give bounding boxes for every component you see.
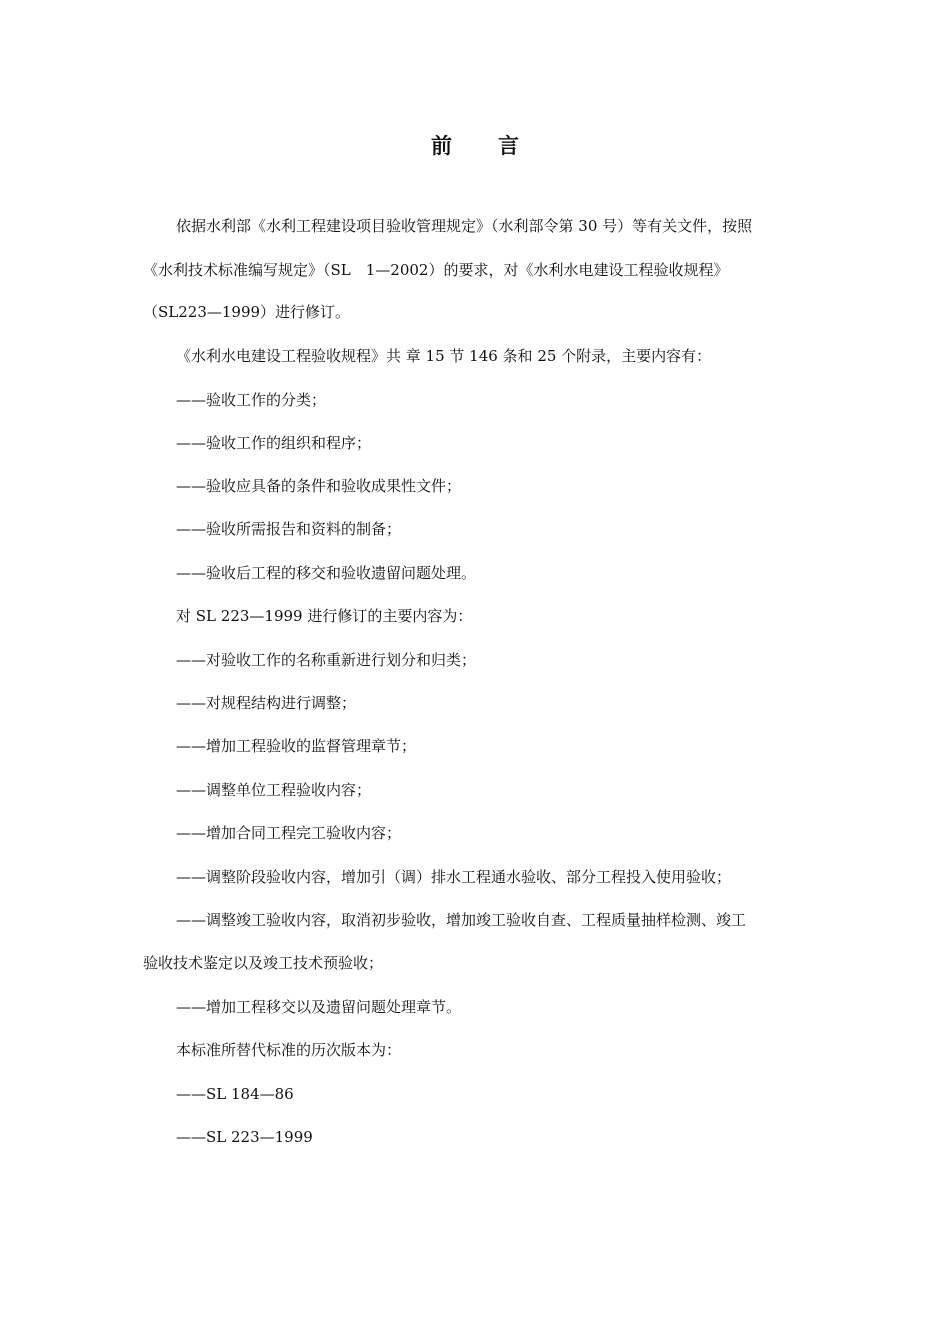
list-item: ——对验收工作的名称重新进行划分和归类； xyxy=(176,651,477,669)
paragraph-line: 本标准所替代标准的历次版本为： xyxy=(176,1041,402,1059)
title-char-2: 言 xyxy=(498,133,519,158)
page-title xyxy=(0,130,950,160)
list-item: ——验收所需报告和资料的制备； xyxy=(176,520,402,538)
title-char-1: 前 xyxy=(431,133,452,158)
list-item: ——调整阶段验收内容，增加引（调）排水工程通水验收、部分工程投入使用验收； xyxy=(176,868,732,886)
list-item: ——调整单位工程验收内容； xyxy=(176,781,372,799)
list-item: ——对规程结构进行调整； xyxy=(176,694,357,712)
list-item: ——SL 184—86 xyxy=(176,1085,294,1103)
paragraph-line: 依据水利部《水利工程建设项目验收管理规定》（水利部令第 30 号）等有关文件，按照 xyxy=(176,217,753,235)
list-item: ——验收工作的组织和程序； xyxy=(176,434,372,452)
list-item: ——验收应具备的条件和验收成果性文件； xyxy=(176,477,462,495)
list-item: ——调整竣工验收内容，取消初步验收，增加竣工验收自查、工程质量抽样检测、竣工 xyxy=(176,911,747,929)
paragraph-line: 验收技术鉴定以及竣工技术预验收； xyxy=(143,954,384,972)
list-item: ——验收后工程的移交和验收遗留问题处理。 xyxy=(176,564,477,582)
list-item: ——SL 223—1999 xyxy=(176,1128,313,1146)
paragraph-line: 对 SL 223—1999 进行修订的主要内容为： xyxy=(176,607,473,625)
list-item: ——验收工作的分类； xyxy=(176,391,327,409)
paragraph-line: 《水利水电建设工程验收规程》共 章 15 节 146 条和 25 个附录，主要内容有： xyxy=(176,347,712,365)
paragraph-line: 《水利技术标准编写规定》（SL 1—2002）的要求，对《水利水电建设工程验收规程》 xyxy=(143,261,729,279)
list-item: ——增加工程验收的监督管理章节； xyxy=(176,737,417,755)
list-item: ——增加合同工程完工验收内容； xyxy=(176,824,402,842)
paragraph-line: （SL223—1999）进行修订。 xyxy=(143,303,351,321)
list-item: ——增加工程移交以及遗留问题处理章节。 xyxy=(176,998,462,1016)
